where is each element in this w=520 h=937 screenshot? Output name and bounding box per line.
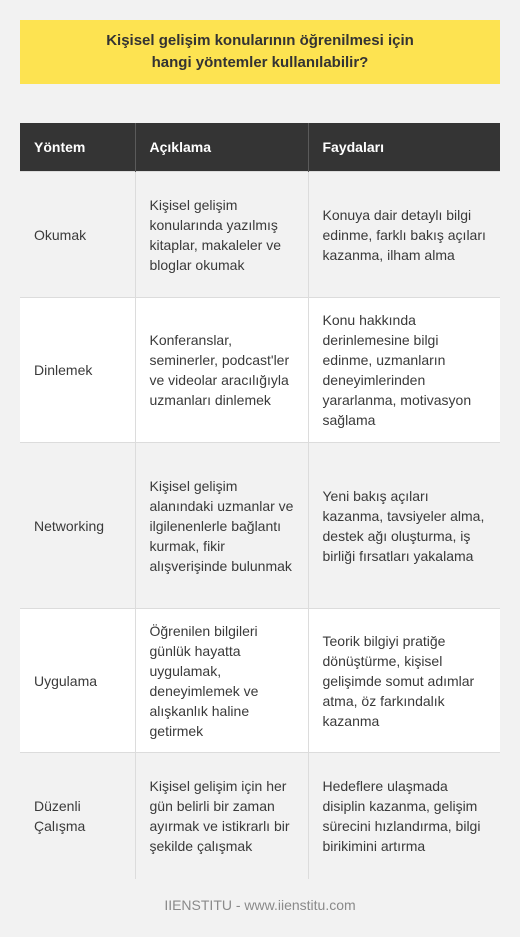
table-row — [20, 172, 500, 298]
footer-credit: IIENSTITU - www.iienstitu.com — [164, 897, 356, 913]
method-cell: Uygulama — [20, 609, 135, 753]
table-row — [20, 443, 500, 609]
description-cell: Öğrenilen bilgileri günlük hayatta uygulamak, deneyimlemek ve alışkanlık haline getirmek — [135, 609, 308, 753]
method-cell: Okumak — [20, 172, 135, 298]
table-row — [20, 298, 500, 443]
benefits-cell: Hedeflere ulaşmada disiplin kazanma, gelişim sürecini hızlandırma, bilgi birikimini artırma — [308, 753, 500, 879]
page-title: Kişisel gelişim konularının öğrenilmesi için hangi yöntemler kullanılabilir? — [106, 32, 414, 71]
description-cell: Kişisel gelişim konularında yazılmış kitaplar, makaleler ve bloglar okumak — [135, 172, 308, 298]
benefits-cell: Yeni bakış açıları kazanma, tavsiyeler alma, destek ağı oluşturma, iş birliği fırsatları yakalama — [308, 443, 500, 609]
header-benefits: Faydaları — [308, 123, 500, 172]
benefits-cell: Teorik bilgiyi pratiğe dönüştürme, kişisel gelişimde somut adımlar atma, öz farkındalık kazanma — [308, 609, 500, 753]
benefits-cell: Konuya dair detaylı bilgi edinme, farklı bakış açıları kazanma, ilham alma — [308, 172, 500, 298]
table-row — [20, 609, 500, 753]
method-cell: Networking — [20, 443, 135, 609]
header-description: Açıklama — [135, 123, 308, 172]
description-cell: Kişisel gelişim alanındaki uzmanlar ve ilgilenenlerle bağlantı kurmak, fikir alışverişinde bulunmak — [135, 443, 308, 609]
methods-table — [20, 123, 500, 879]
method-cell: Dinlemek — [20, 298, 135, 443]
table-header-row — [20, 123, 500, 172]
header-method: Yöntem — [20, 123, 135, 172]
method-cell: Düzenli Çalışma — [20, 753, 135, 879]
benefits-cell: Konu hakkında derinlemesine bilgi edinme, uzmanların deneyimlerinden yararlanma, motivasyon sağlama — [308, 298, 500, 443]
description-cell: Kişisel gelişim için her gün belirli bir zaman ayırmak ve istikrarlı bir şekilde çalışmak — [135, 753, 308, 879]
title-banner — [20, 20, 500, 84]
description-cell: Konferanslar, seminerler, podcast'ler ve videolar aracılığıyla uzmanları dinlemek — [135, 298, 308, 443]
table-row — [20, 753, 500, 879]
